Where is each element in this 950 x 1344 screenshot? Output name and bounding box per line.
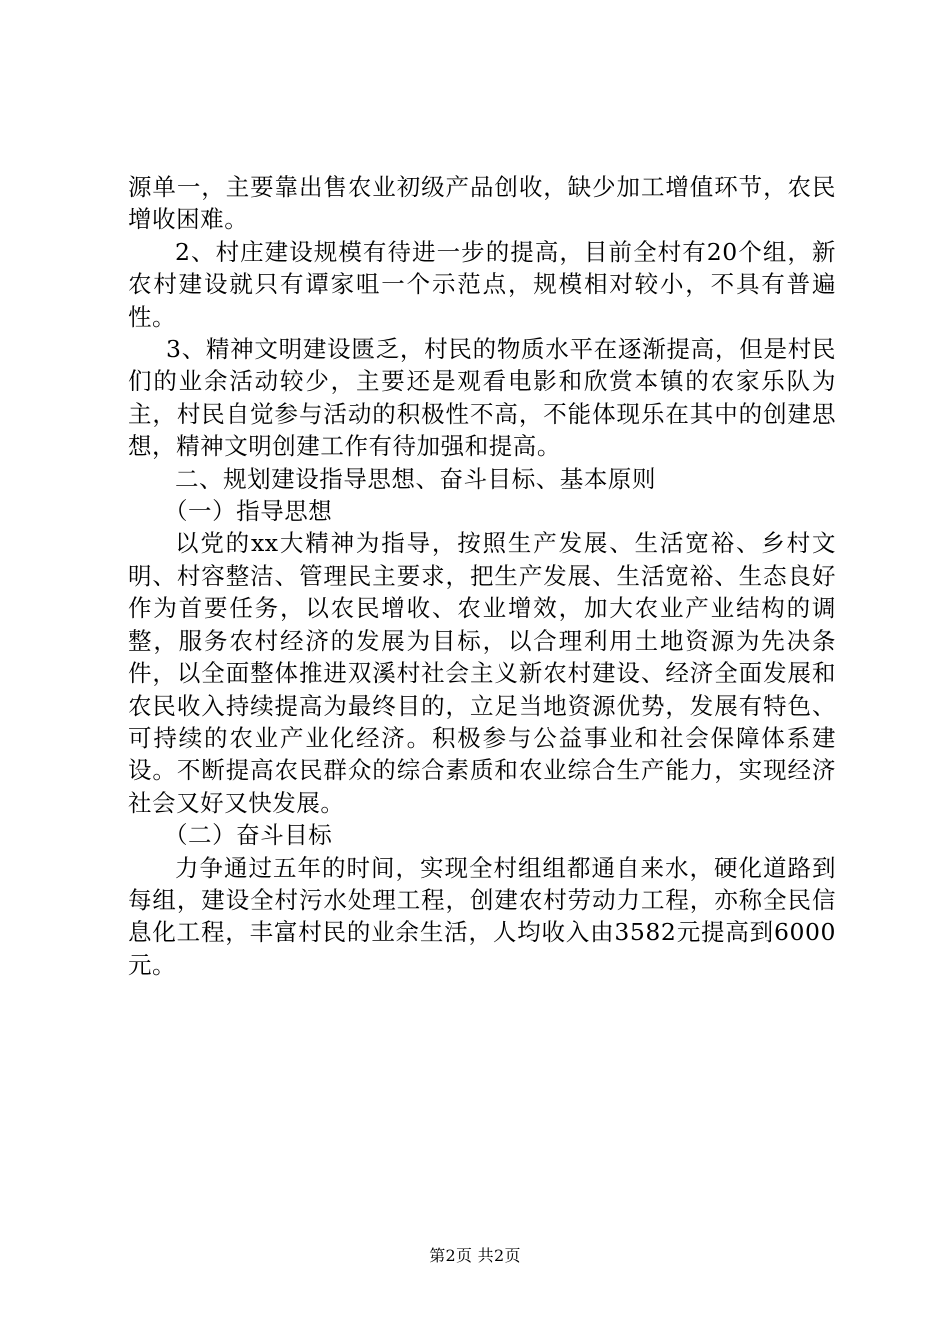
paragraph-goals: 力争通过五年的时间，实现全村组组都通自来水，硬化道路到每组，建设全村污水处理工程，创建农村劳动力工程，亦称全民信息化工程，丰富村民的业余生活，人均收入由3582元提高到6000元。 (128, 853, 836, 979)
subsection-heading-guiding-thought: （一）指导思想 (164, 497, 333, 526)
subsection-heading-goals: （二）奋斗目标 (164, 821, 333, 850)
paragraph-continuation: 源单一，主要靠出售农业初级产品创收，缺少加工增值环节，农民增收困难。 (128, 173, 836, 234)
document-body (128, 171, 836, 981)
paragraph-item-3: 3、精神文明建设匮乏，村民的物质水平在逐渐提高，但是村民们的业余活动较少，主要还是观看电影和欣赏本镇的农家乐队为主，村民自觉参与活动的积极性不高，不能体现乐在其中的创建思想，精神文明创建工作有待加强和提高。 (128, 335, 836, 461)
paragraph-item-2: 2、村庄建设规模有待进一步的提高，目前全村有20个组，新农村建设就只有谭家咀一个示范点，规模相对较小，不具有普遍性。 (128, 237, 836, 331)
page-number-footer: 第2页 共2页 (429, 1246, 521, 1265)
section-heading: 二、规划建设指导思想、奋斗目标、基本原则 (175, 464, 656, 493)
paragraph-guiding-thought: 以党的xx大精神为指导，按照生产发展、生活宽裕、乡村文明、村容整洁、管理民主要求，把生产发展、生活宽裕、生态良好作为首要任务，以农民增收、农业增效，加大农业产业结构的调整，服务农村经济的发展为目标，以合理利用土地资源为先决条件，以全面整体推进双溪村社会主义新农村建设、经济全面发展和农民收入持续提高为最终目的，立足当地资源优势，发展有特色、可持续的农业产业化经济。积极参与公益事业和社会保障体系建设。不断提高农民群众的综合素质和农业综合生产能力，实现经济社会又好又快发展。 (128, 529, 836, 817)
